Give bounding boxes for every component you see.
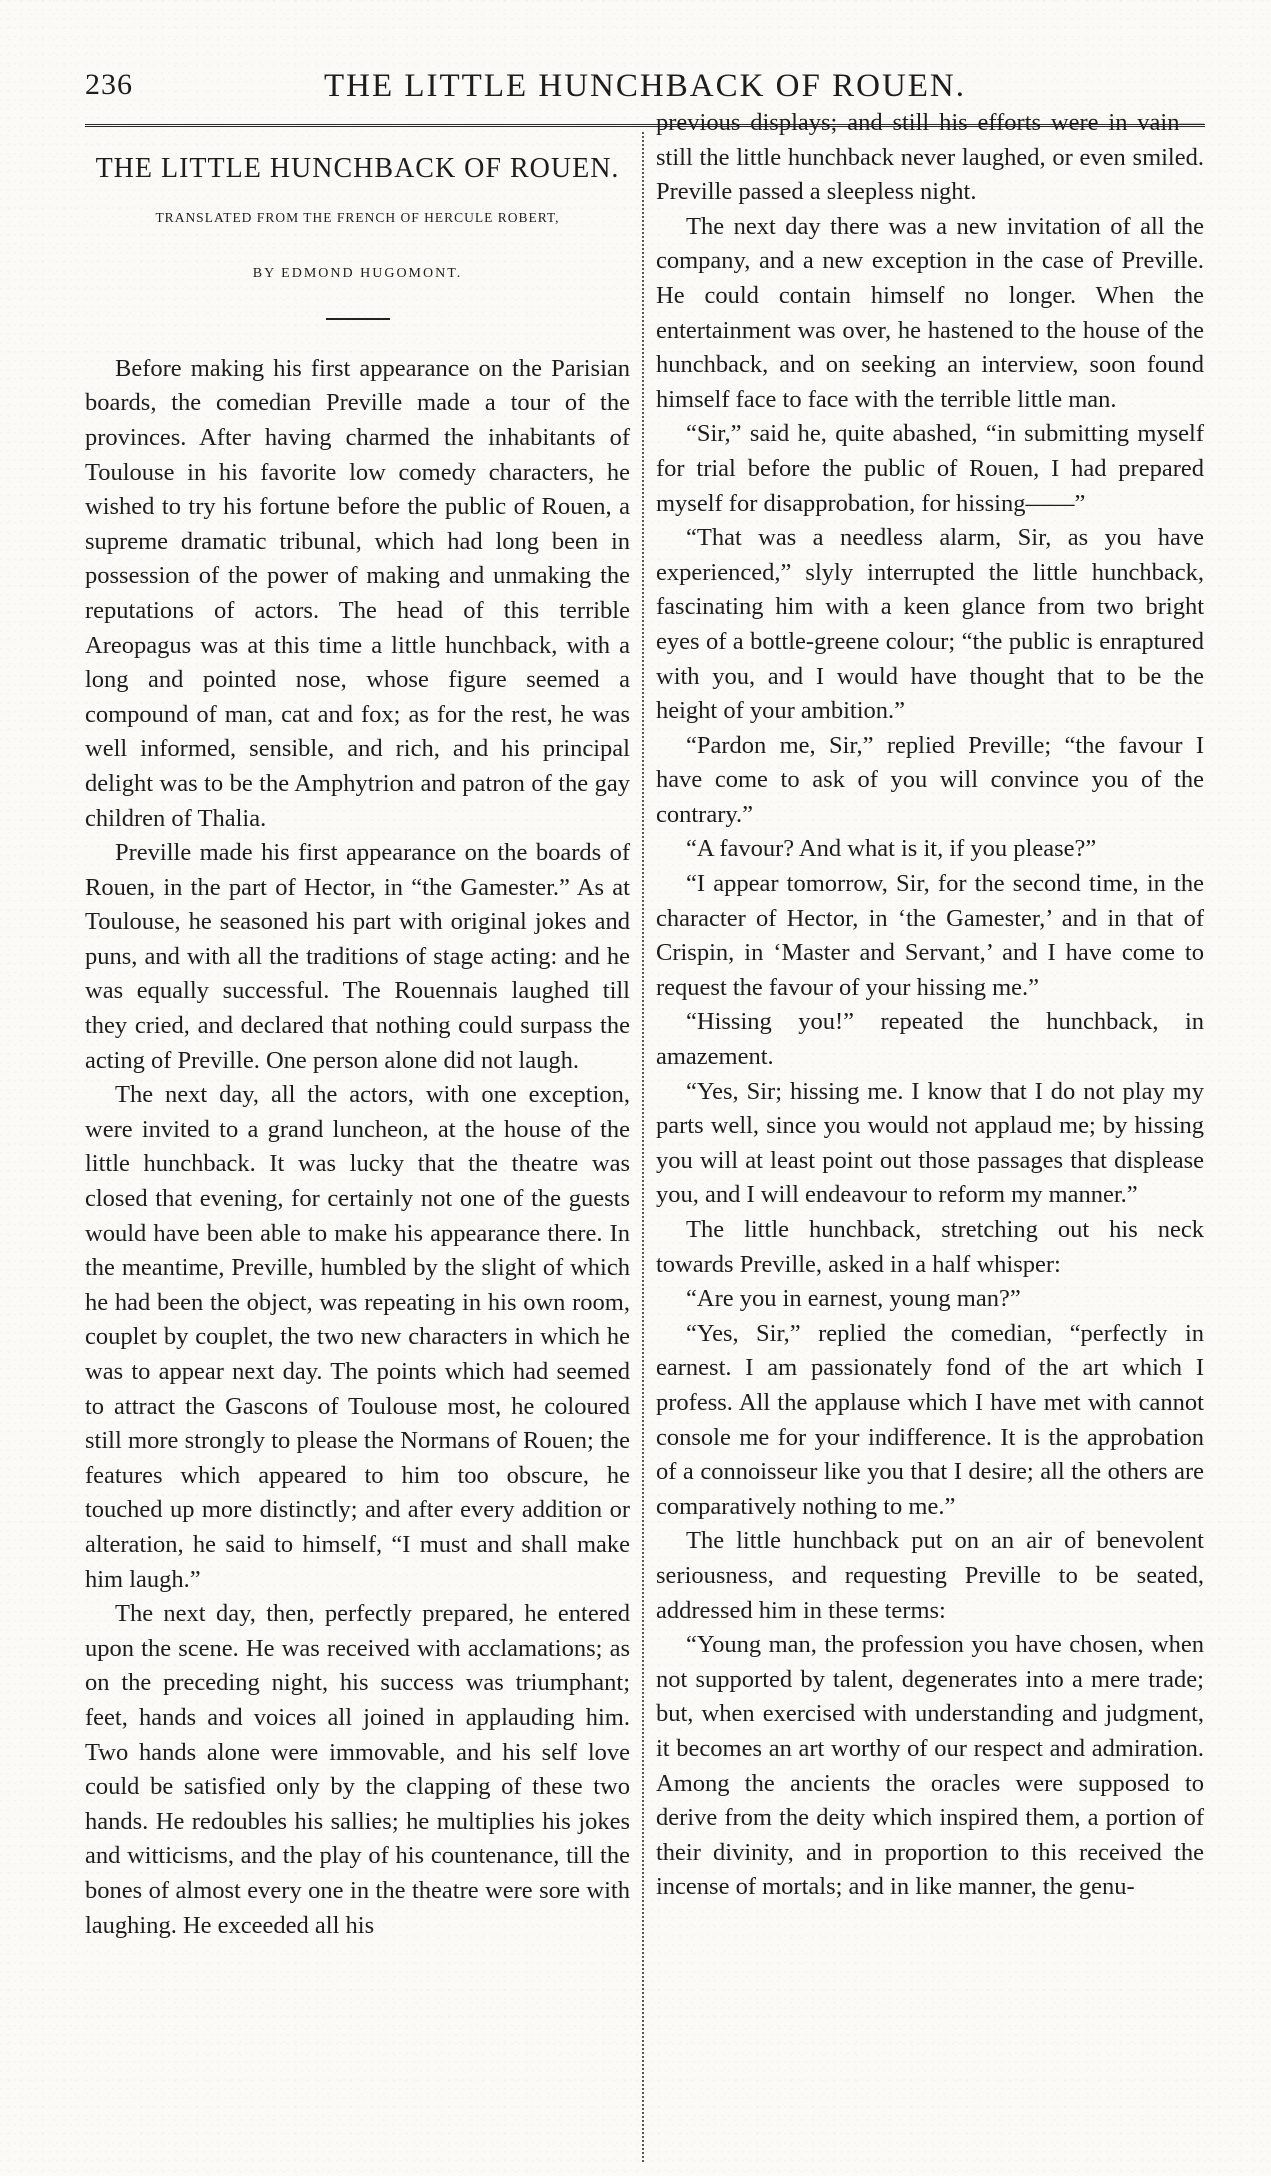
paragraph: The next day, then, perfectly prepared, he entered upon the scene. He was received with acclamations; as on the preceding night, his success was triumphant; feet, hands and voices all joined in applauding him. Two hands alone were immovable, and his self love could be satisfied only by the clapping of these two hands. He redoubles his sallies; he multiplies his jokes and witticisms, and the play of his countenance, till the bones of almost every one in the theatre were sore with laughing. He exceeded all his [85, 1600, 630, 1939]
paragraph: The next day, all the actors, with one exception, were invited to a grand luncheon, at the house of the little hunchback. It was lucky that the theatre was closed that evening, for certainly not one of the guests would have been able to make his appearance there. In the meantime, Preville, humbled by the slight of which he had been the object, was repeating in his own room, couplet by couplet, the two new characters in which he was to appear next day. The points which had seemed to attract the Gascons of Toulouse most, he coloured still more strongly to please the Normans of Rouen; the features which appeared to him too obscure, he touched up more distinctly; and after every addition or alteration, he said to himself, “I must and shall make him laugh.” [85, 1081, 630, 1593]
paragraph: The little hunchback, stretching out his neck towards Preville, asked in a half whisper: [656, 1216, 1204, 1278]
paragraph: “Yes, Sir; hissing me. I know that I do not play my parts well, since you would not applaud me; by hissing you will at least point out those passages that displease you, and I will endeavour to reform my manner.” [656, 1077, 1204, 1209]
paragraph: “Sir,” said he, quite abashed, “in submitting myself for trial before the public of Rouen, I had prepared myself for disapprobation, for hissing——” [656, 420, 1204, 517]
paragraph: “Yes, Sir,” replied the comedian, “perfectly in earnest. I am passionately fond of the art which I profess. All the applause which I have met with cannot console me for your indifference. It is the approbation of a connoisseur like you that I desire; all the others are comparatively nothing to me.” [656, 1319, 1204, 1520]
byline: BY EDMOND HUGOMONT. [252, 266, 463, 282]
paragraph: Preville made his first appearance on the boards of Rouen, in the part of Hector, in “the Gamester.” As at Toulouse, he seasoned his part with original jokes and puns, and with all the traditions of stage acting: and he was equally successful. The Rouennais laughed till they cried, and declared that nothing could surpass the acting of Preville. One person alone did not laugh. [85, 839, 630, 1074]
paragraph: “That was a needless alarm, Sir, as you have experienced,” slyly interrupted the little hunchback, fascinating him with a keen glance from two bright eyes of a bottle-greene colour; “the public is enraptured with you, and I would have thought that to be the height of your ambition.” [656, 524, 1204, 725]
paragraph: “I appear tomorrow, Sir, for the second time, in the character of Hector, in ‘the Gamester,’ and in that of Crispin, in ‘Master and Servant,’ and I have come to request the favour of your hissing me.” [656, 870, 1204, 1001]
paragraph: The next day there was a new invitation of all the company, and a new exception in the case of Preville. He could contain himself no longer. When the entertainment was over, he hastened to the house of the hunchback, and on seeking an interview, soon found himself face to face with the terrible little man. [656, 212, 1204, 413]
column-divider [642, 132, 644, 2162]
running-head [85, 64, 1205, 110]
paragraph: Before making his first appearance on the Parisian boards, the comedian Preville made a tour of the provinces. After having charmed the inhabitants of Toulouse in his favorite low comedy characters, he wished to try his fortune before the public of Rouen, a supreme dramatic tribunal, which had long been in possession of the power of making and unmaking the reputations of actors. The head of this terrible Areopagus was at this time a little hunchback, with a long and pointed nose, whose figure seemed a compound of man, cat and fox; as for the rest, he was well informed, sensible, and rich, and his principal delight was to be the Amphytrion and patron of the gay children of Thalia. [85, 354, 630, 832]
paragraph: The little hunchback put on an air of benevolent seriousness, and requesting Preville to be seated, addressed him in these terms: [656, 1527, 1204, 1624]
paragraph: “Are you in earnest, young man?” [686, 1285, 1021, 1313]
paragraph: “Pardon me, Sir,” replied Preville; “the favour I have come to ask of you will convince you of the contrary.” [656, 731, 1204, 828]
continued-paragraph: previous displays; and still his efforts were in vain—still the little hunchback never laughed, or even smiled. Preville passed a sleepless night. [656, 109, 1204, 206]
title-rule [326, 318, 390, 320]
paragraph: “Hissing you!” repeated the hunchback, in amazement. [656, 1008, 1204, 1071]
running-title: THE LITTLE HUNCHBACK OF ROUEN. [323, 68, 967, 104]
left-column [85, 140, 630, 1943]
right-column [656, 106, 1204, 1905]
article-title: THE LITTLE HUNCHBACK OF ROUEN. [95, 153, 620, 184]
paragraph: “A favour? And what is it, if you please?” [686, 835, 1097, 863]
paragraph: “Young man, the profession you have chosen, when not supported by talent, degenerates into a mere trade; but, when exercised with understanding and judgment, it becomes an art worthy of our respect and admiration. Among the ancients the oracles were supposed to derive from the deity which inspired them, a portion of their divinity, and in proportion to this received the incense of mortals; and in like manner, the genu- [656, 1631, 1204, 1901]
translation-note: TRANSLATED FROM THE FRENCH OF HERCULE ROBERT, [155, 209, 560, 225]
page-number: 236 [85, 68, 133, 101]
